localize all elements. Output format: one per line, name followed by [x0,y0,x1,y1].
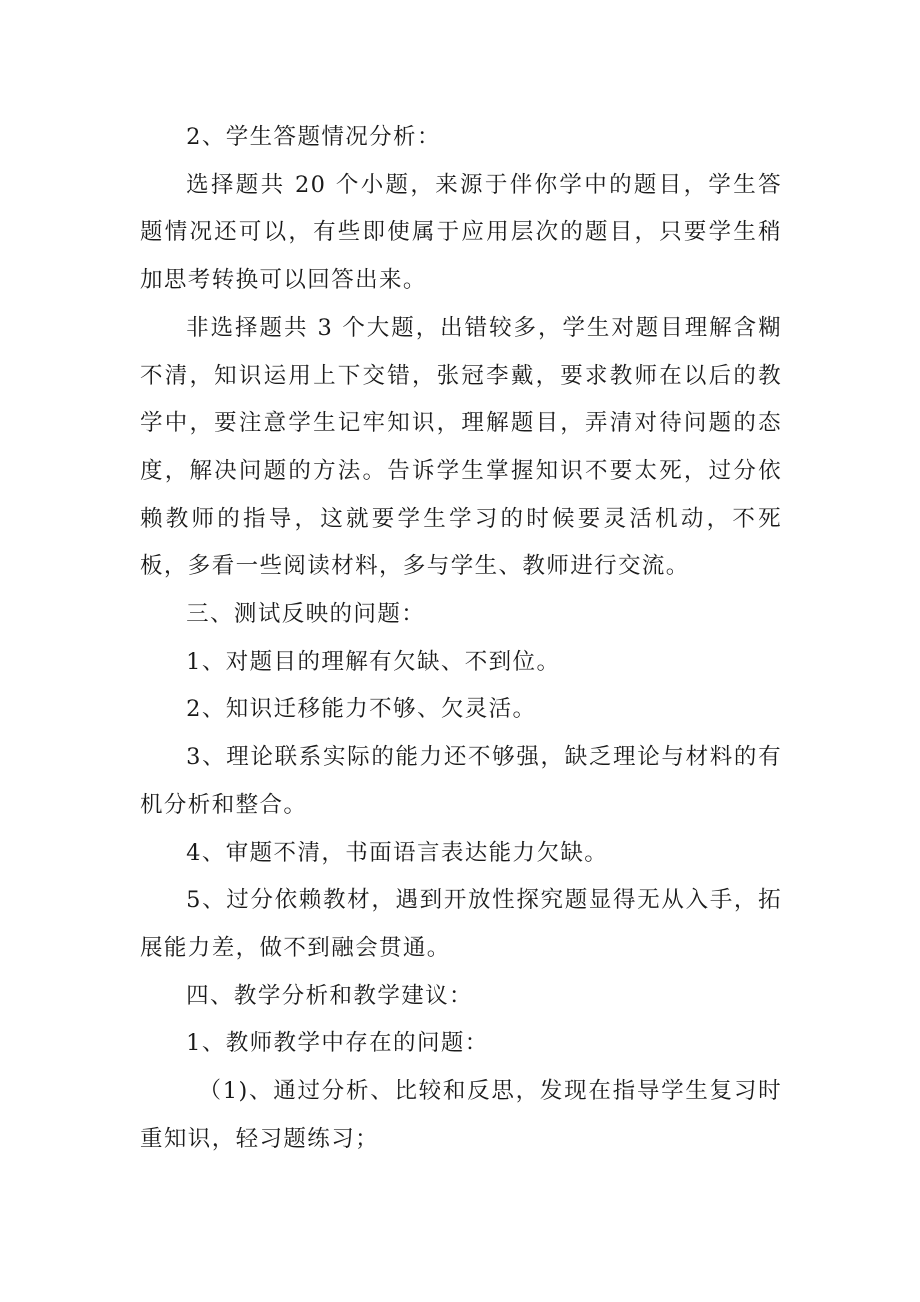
problem-item-4: 4、审题不清，书面语言表达能力欠缺。 [186,839,609,866]
problem-item-1: 1、对题目的理解有欠缺、不到位。 [186,648,561,675]
heading-teaching-analysis: 四、教学分析和教学建议： [186,982,473,1009]
problem-item-3: 3、理论联系实际的能力还不够强，缺乏理论与材料的有机分析和整合。 [140,744,782,818]
paragraph-non-multiple-choice: 非选择题共 3 个大题，出错较多，学生对题目理解含糊不清，知识运用上下交错，张冠李戴，要求教师在以后的教学中，要注意学生记牢知识，理解题目，弄清对待问题的态度，解决问题的方法。告诉学生掌握知识不要太死，过分依赖教师的指导，这就要学生学习的时候要灵活机动，不死板，多看一些阅读材料，多与学生、教师进行交流。 [140,314,782,580]
document-body [140,114,782,1163]
subheading-teacher-problems: 1、教师教学中存在的问题： [186,1030,489,1057]
heading-test-problems: 三、测试反映的问题： [186,601,426,628]
teacher-problem-item-1: （1)、通过分析、比较和反思，发现在指导学生复习时重知识，轻习题练习； [140,1078,782,1152]
heading-student-answer-analysis: 2、学生答题情况分析： [186,124,441,150]
problem-item-5: 5、过分依赖教材，遇到开放性探究题显得无从入手，拓展能力差，做不到融会贯通。 [140,887,782,961]
problem-item-2: 2、知识迁移能力不够、欠灵活。 [186,696,537,723]
paragraph-multiple-choice: 选择题共 20 个小题，来源于伴你学中的题目，学生答题情况还可以，有些即使属于应用层次的题目，只要学生稍加思考转换可以回答出来。 [140,171,782,294]
